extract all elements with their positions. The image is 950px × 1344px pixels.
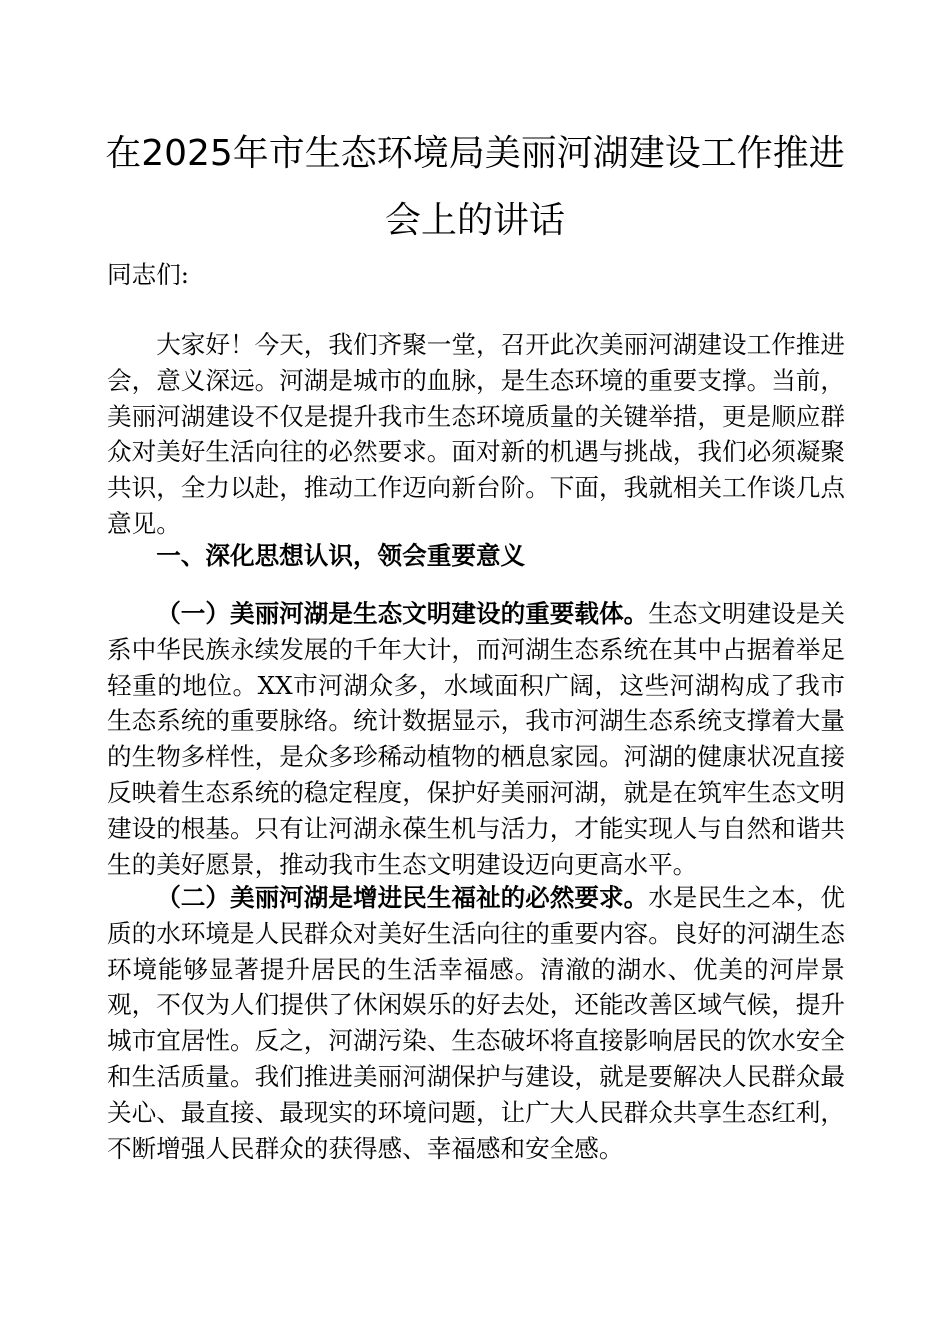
paragraph-2 <box>107 880 845 1166</box>
document-title-line-1: 在2025年市生态环境局美丽河湖建设工作推进 <box>105 133 845 174</box>
paragraph-1-body: 生态文明建设是关系中华民族永续发展的千年大计，而河湖生态系统在其中占据着举足轻重的地位。XX市河湖众多，水域面积广阔，这些河湖构成了我市生态系统的重要脉络。统计数据显示，我市河湖生态系统支撑着大量的生物多样性，是众多珍稀动植物的栖息家园。河湖的健康状况直接反映着生态系统的稳定程度，保护好美丽河湖，就是在筑牢生态文明建设的根基。只有让河湖永葆生机与活力，才能实现人与自然和谐共生的美好愿景，推动我市生态文明建设迈向更高水平。 <box>107 599 845 879</box>
paragraph-2-body: 水是民生之本，优质的水环境是人民群众对美好生活向往的重要内容。良好的河湖生态环境能够显著提升居民的生活幸福感。清澈的湖水、优美的河岸景观，不仅为人们提供了休闲娱乐的好去处，还能改善区域气候，提升城市宜居性。反之，河湖污染、生态破坏将直接影响居民的饮水安全和生活质量。我们推进美丽河湖保护与建设，就是要解决人民群众最关心、最直接、最现实的环境问题，让广大人民群众共享生态红利，不断增强人民群众的获得感、幸福感和安全感。 <box>107 883 845 1163</box>
document-title-line-2: 会上的讲话 <box>384 200 565 241</box>
intro-paragraph: 大家好！今天，我们齐聚一堂，召开此次美丽河湖建设工作推进会，意义深远。河湖是城市的血脉，是生态环境的重要支撑。当前，美丽河湖建设不仅是提升我市生态环境质量的关键举措，更是顺应群众对美好生活向往的必然要求。面对新的机遇与挑战，我们必须凝聚共识，全力以赴，推动工作迈向新台阶。下面，我就相关工作谈几点意见。 <box>107 330 845 538</box>
section-heading-1: 一、深化思想认识，领会重要意义 <box>156 541 526 570</box>
salutation: 同志们: <box>107 260 190 289</box>
paragraph-1-lead: （一）美丽河湖是生态文明建设的重要载体。 <box>156 599 649 628</box>
paragraph-2-lead: （二）美丽河湖是增进民生福祉的必然要求。 <box>156 883 649 912</box>
paragraph-1 <box>107 596 845 882</box>
